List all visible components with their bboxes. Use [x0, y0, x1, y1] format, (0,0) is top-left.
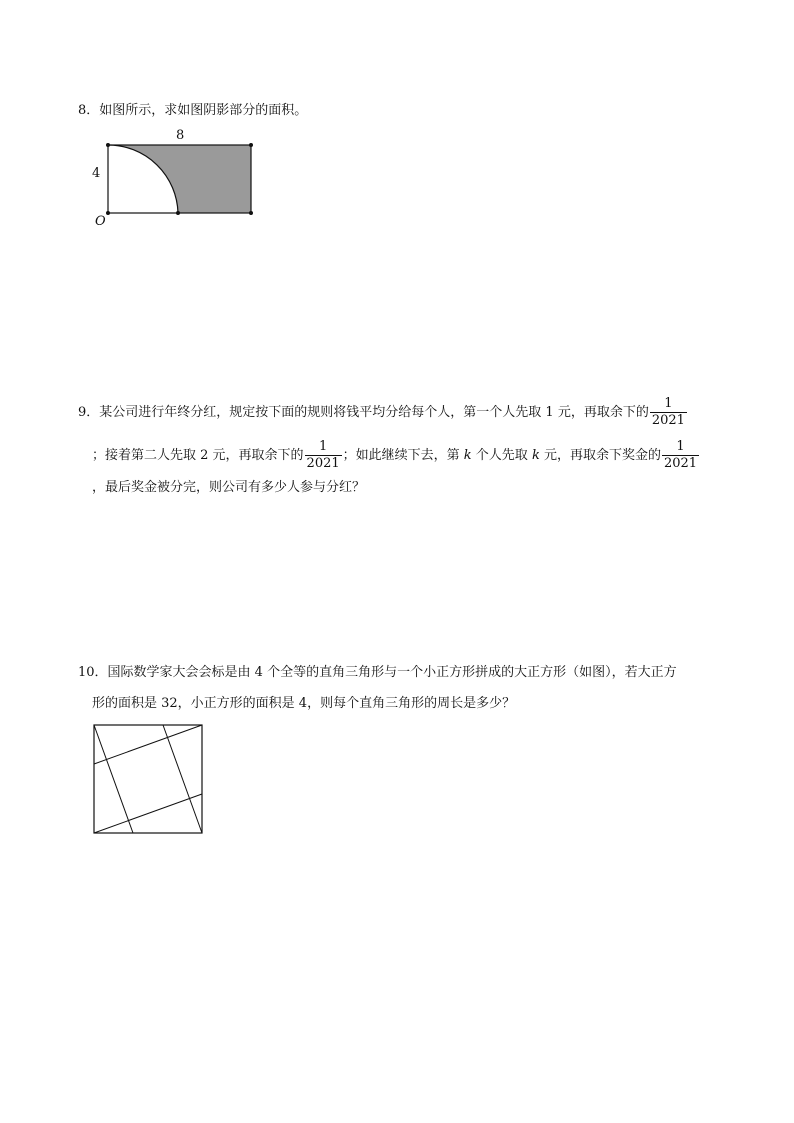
q9-fraction-1 [650, 397, 687, 428]
q10-figure [93, 724, 205, 836]
q8-dot-bottom-left [106, 211, 110, 215]
q8-line [78, 103, 307, 119]
q8-label-top: 8 [176, 128, 185, 143]
q8-dot-arc-end [176, 211, 180, 215]
q10-triangle-line-1 [94, 725, 133, 833]
q10-line1-text: 国际数学家大会会标是由 4 个全等的直角三角形与一个小正方形拼成的大正方形（如图），若大正方 [107, 665, 677, 680]
q8-text: 如图所示，求如图阴影部分的面积。 [99, 103, 308, 118]
q10-outer-square [94, 725, 202, 833]
q10-line2 [92, 696, 515, 712]
q9-var-k1: k [463, 448, 472, 463]
q9-line2-b: ；如此继续下去，第 [342, 448, 464, 463]
q8-number: 8． [78, 103, 100, 118]
q8-dot-bottom-right [249, 211, 253, 215]
q9-fraction-1-numerator: 1 [650, 397, 687, 413]
q8-dot-top-left [106, 143, 110, 147]
q8-dot-top-right [249, 143, 253, 147]
q9-number: 9． [78, 405, 100, 420]
q9-line2 [92, 440, 700, 471]
q9-line1 [78, 397, 688, 428]
q8-label-left: 4 [92, 166, 101, 181]
q9-fraction-3 [662, 440, 699, 471]
q9-fraction-2-numerator: 1 [305, 440, 342, 456]
q9-line2-d: 元，再取余下奖金的 [539, 448, 661, 463]
q10-triangle-line-4 [94, 725, 202, 764]
q10-line1 [78, 665, 677, 681]
q8-shaded-region [108, 145, 251, 213]
q9-line2-a: ；接着第二人先取 2 元，再取余下的 [92, 448, 304, 463]
q9-fraction-3-numerator: 1 [662, 440, 699, 456]
q10-number: 10． [78, 665, 108, 680]
q9-var-k2: k [531, 448, 540, 463]
q9-line2-c: 个人先取 [471, 448, 532, 463]
q9-line3-text: ，最后奖金被分完，则公司有多少人参与分红？ [92, 480, 366, 495]
q10-line2-text: 形的面积是 32，小正方形的面积是 4，则每个直角三角形的周长是多少？ [92, 696, 516, 711]
q10-triangle-line-2 [94, 794, 202, 833]
q9-fraction-2-denominator: 2021 [306, 456, 340, 471]
q8-label-origin: O [95, 214, 106, 229]
q9-fraction-3-denominator: 2021 [663, 456, 698, 471]
q10-triangle-line-3 [163, 725, 202, 833]
q8-figure [88, 125, 288, 235]
q9-line3 [92, 480, 365, 496]
q9-fraction-2 [305, 440, 342, 471]
q9-fraction-1-denominator: 2021 [651, 413, 685, 428]
q9-line1-text: 某公司进行年终分红，规定按下面的规则将钱平均分给每个人，第一个人先取 1 元，再取余下的 [99, 405, 649, 420]
